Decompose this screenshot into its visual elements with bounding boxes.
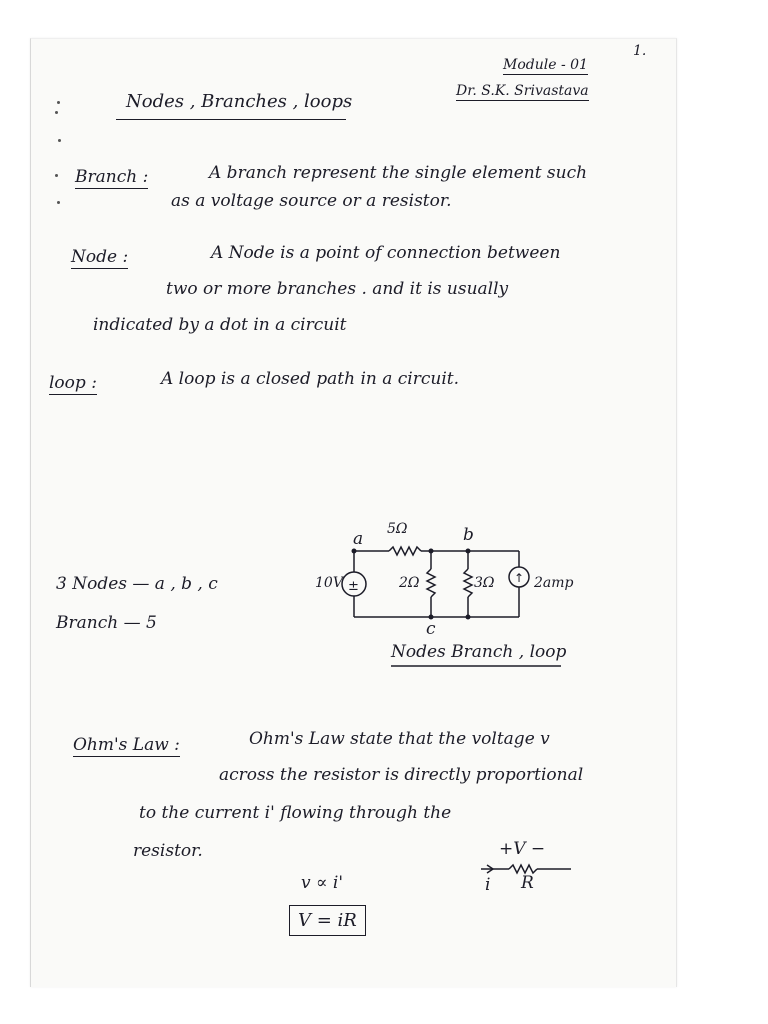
notebook-page: [30, 38, 677, 987]
author-label: Dr. S.K. Srivastava: [456, 83, 589, 99]
ohms-line-2: across the resistor is directly proportional: [219, 765, 584, 785]
resistor-label: R: [521, 873, 534, 893]
branch-line-1: A branch represent the single element such: [209, 163, 588, 183]
branch-line-2: as a voltage source or a resistor.: [171, 191, 452, 211]
ohms-line-1: Ohm's Law state that the voltage v: [249, 729, 550, 749]
current-label: i: [485, 875, 491, 895]
loop-term: loop :: [49, 373, 97, 393]
branch-term: Branch :: [75, 167, 149, 187]
node-line-1: A Node is a point of connection between: [211, 243, 561, 263]
node-dot: [466, 549, 471, 554]
r-series-label: 5Ω: [387, 521, 408, 537]
node-line-2: two or more branches . and it is usually: [166, 279, 509, 299]
ohms-equation: V = iR: [289, 905, 366, 936]
r-shunt2-label: 3Ω: [474, 575, 495, 591]
circuit-caption: Nodes Branch , loop: [391, 642, 567, 662]
resistor-5ohm: [389, 547, 421, 555]
node-term: Node :: [71, 247, 129, 267]
node-b-label: b: [463, 525, 474, 545]
node-dot: [466, 615, 471, 620]
page-number: 1.: [633, 43, 647, 59]
page-title: Nodes , Branches , loops: [126, 91, 353, 112]
svg-text:±: ±: [348, 579, 359, 594]
ohms-line-4: resistor.: [133, 841, 203, 861]
node-a-label: a: [353, 529, 364, 549]
node-count: 3 Nodes — a , b , c: [56, 574, 218, 594]
circuit-diagram: [31, 39, 676, 987]
node-dot: [352, 549, 357, 554]
node-c-label: c: [426, 619, 436, 639]
proportional-relation: v ∝ i': [301, 873, 344, 893]
source-i-label: 2amp: [534, 575, 574, 591]
svg-text:↑: ↑: [514, 571, 525, 585]
r-shunt1-label: 2Ω: [399, 575, 420, 591]
node-line-3: indicated by a dot in a circuit: [93, 315, 347, 335]
node-dot: [429, 549, 434, 554]
module-label: Module - 01: [503, 57, 588, 73]
ohms-resistor: [509, 865, 537, 873]
branch-count: Branch — 5: [56, 613, 157, 633]
ohms-law-term: Ohm's Law :: [73, 735, 180, 755]
source-v-label: 10V: [315, 575, 343, 591]
loop-line-1: A loop is a closed path in a circuit.: [161, 369, 459, 389]
resistor-3ohm: [464, 569, 472, 597]
polarity-label: +V −: [499, 839, 546, 859]
resistor-2ohm: [427, 569, 435, 597]
ohms-line-3: to the current i' flowing through the: [139, 803, 452, 823]
